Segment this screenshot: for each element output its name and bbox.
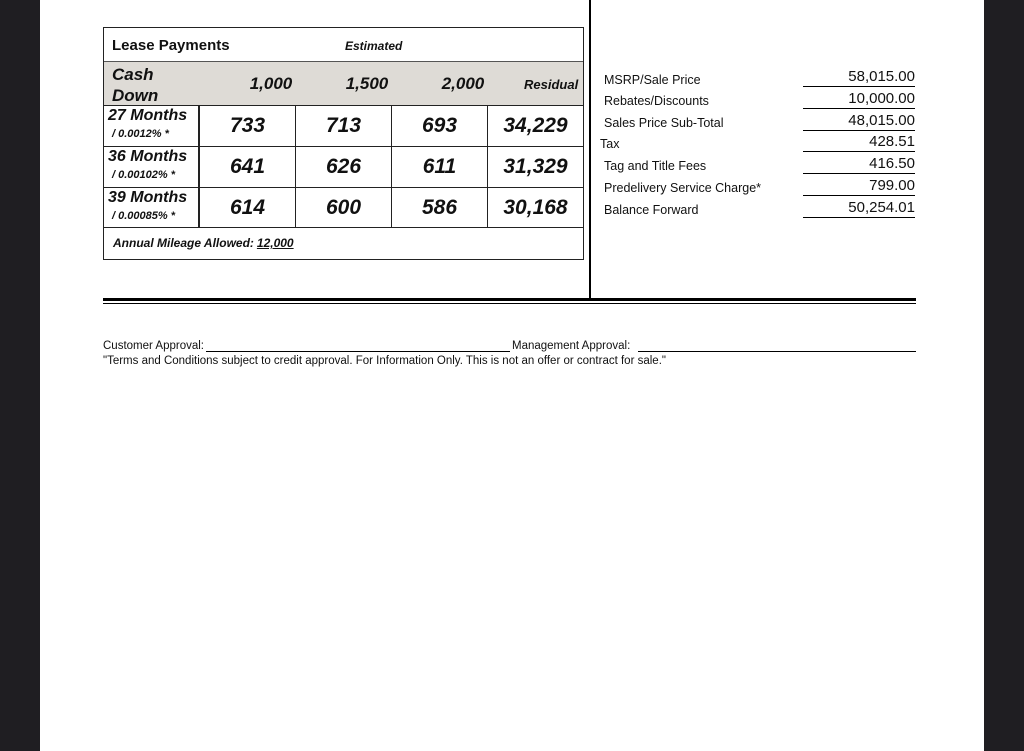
price-value: 10,000.00	[803, 90, 915, 109]
lease-row	[104, 147, 583, 187]
term-cell	[104, 147, 200, 187]
payment-cell: 600	[296, 188, 392, 228]
term-rate: / 0.00085% *	[112, 210, 175, 222]
price-label: MSRP/Sale Price	[604, 73, 701, 87]
mileage-value: 12,000	[256, 236, 294, 250]
term-label: 27 Months	[108, 107, 188, 124]
price-label: Tax	[600, 137, 620, 151]
residual-cell: 31,329	[503, 155, 568, 178]
lease-payments-box	[103, 27, 584, 260]
management-signature-line[interactable]	[638, 351, 916, 352]
term-label: 36 Months	[108, 148, 188, 165]
price-label: Rebates/Discounts	[604, 94, 709, 108]
down-amount-3: 2,000	[441, 74, 485, 93]
price-value: 428.51	[803, 133, 915, 152]
term-label: 39 Months	[108, 189, 188, 206]
price-label: Balance Forward	[604, 203, 699, 217]
lease-row	[104, 188, 583, 228]
column-divider	[589, 0, 591, 299]
term-rate: / 0.0012% *	[112, 128, 169, 140]
annual-mileage	[113, 236, 294, 250]
price-value: 50,254.01	[803, 199, 915, 218]
residual-cell: 34,229	[503, 114, 568, 137]
payment-cell: 614	[200, 188, 296, 228]
payment-cell: 641	[200, 147, 296, 187]
residual-cell: 30,168	[503, 196, 568, 219]
customer-approval-label: Customer Approval:	[103, 340, 204, 352]
price-value: 48,015.00	[803, 112, 915, 131]
price-label: Tag and Title Fees	[604, 159, 707, 173]
term-cell	[104, 188, 200, 228]
payment-cell: 733	[200, 106, 296, 146]
lease-row	[104, 106, 583, 146]
section-divider	[103, 298, 916, 301]
payment-cell: 713	[296, 106, 392, 146]
customer-signature-line[interactable]	[206, 351, 510, 352]
payment-cell: 611	[392, 147, 488, 187]
price-label: Predelivery Service Charge*	[604, 181, 762, 195]
payment-cell: 693	[392, 106, 488, 146]
price-label: Sales Price Sub-Total	[604, 116, 724, 130]
lease-grid	[104, 105, 583, 228]
management-approval-label: Management Approval:	[512, 340, 631, 352]
cash-down-header	[104, 61, 583, 106]
estimated-label: Estimated	[345, 39, 403, 53]
terms-disclaimer: "Terms and Conditions subject to credit approval. For Information Only. This is not an offer or contract for sale."	[103, 355, 666, 367]
mileage-label: Annual Mileage Allowed:	[113, 236, 254, 250]
payment-cell: 586	[392, 188, 488, 228]
price-value: 799.00	[803, 177, 915, 196]
cash-down-label: Cash Down	[112, 65, 159, 105]
document-page	[40, 0, 984, 751]
down-amount-1: 1,000	[249, 74, 293, 93]
price-value: 416.50	[803, 155, 915, 174]
term-cell	[104, 106, 200, 146]
down-amount-2: 1,500	[345, 74, 389, 93]
price-value: 58,015.00	[803, 68, 915, 87]
term-rate: / 0.00102% *	[112, 169, 175, 181]
payment-cell: 626	[296, 147, 392, 187]
residual-label: Residual	[524, 77, 579, 92]
lease-title: Lease Payments	[112, 37, 230, 54]
section-divider-thin	[103, 303, 916, 304]
